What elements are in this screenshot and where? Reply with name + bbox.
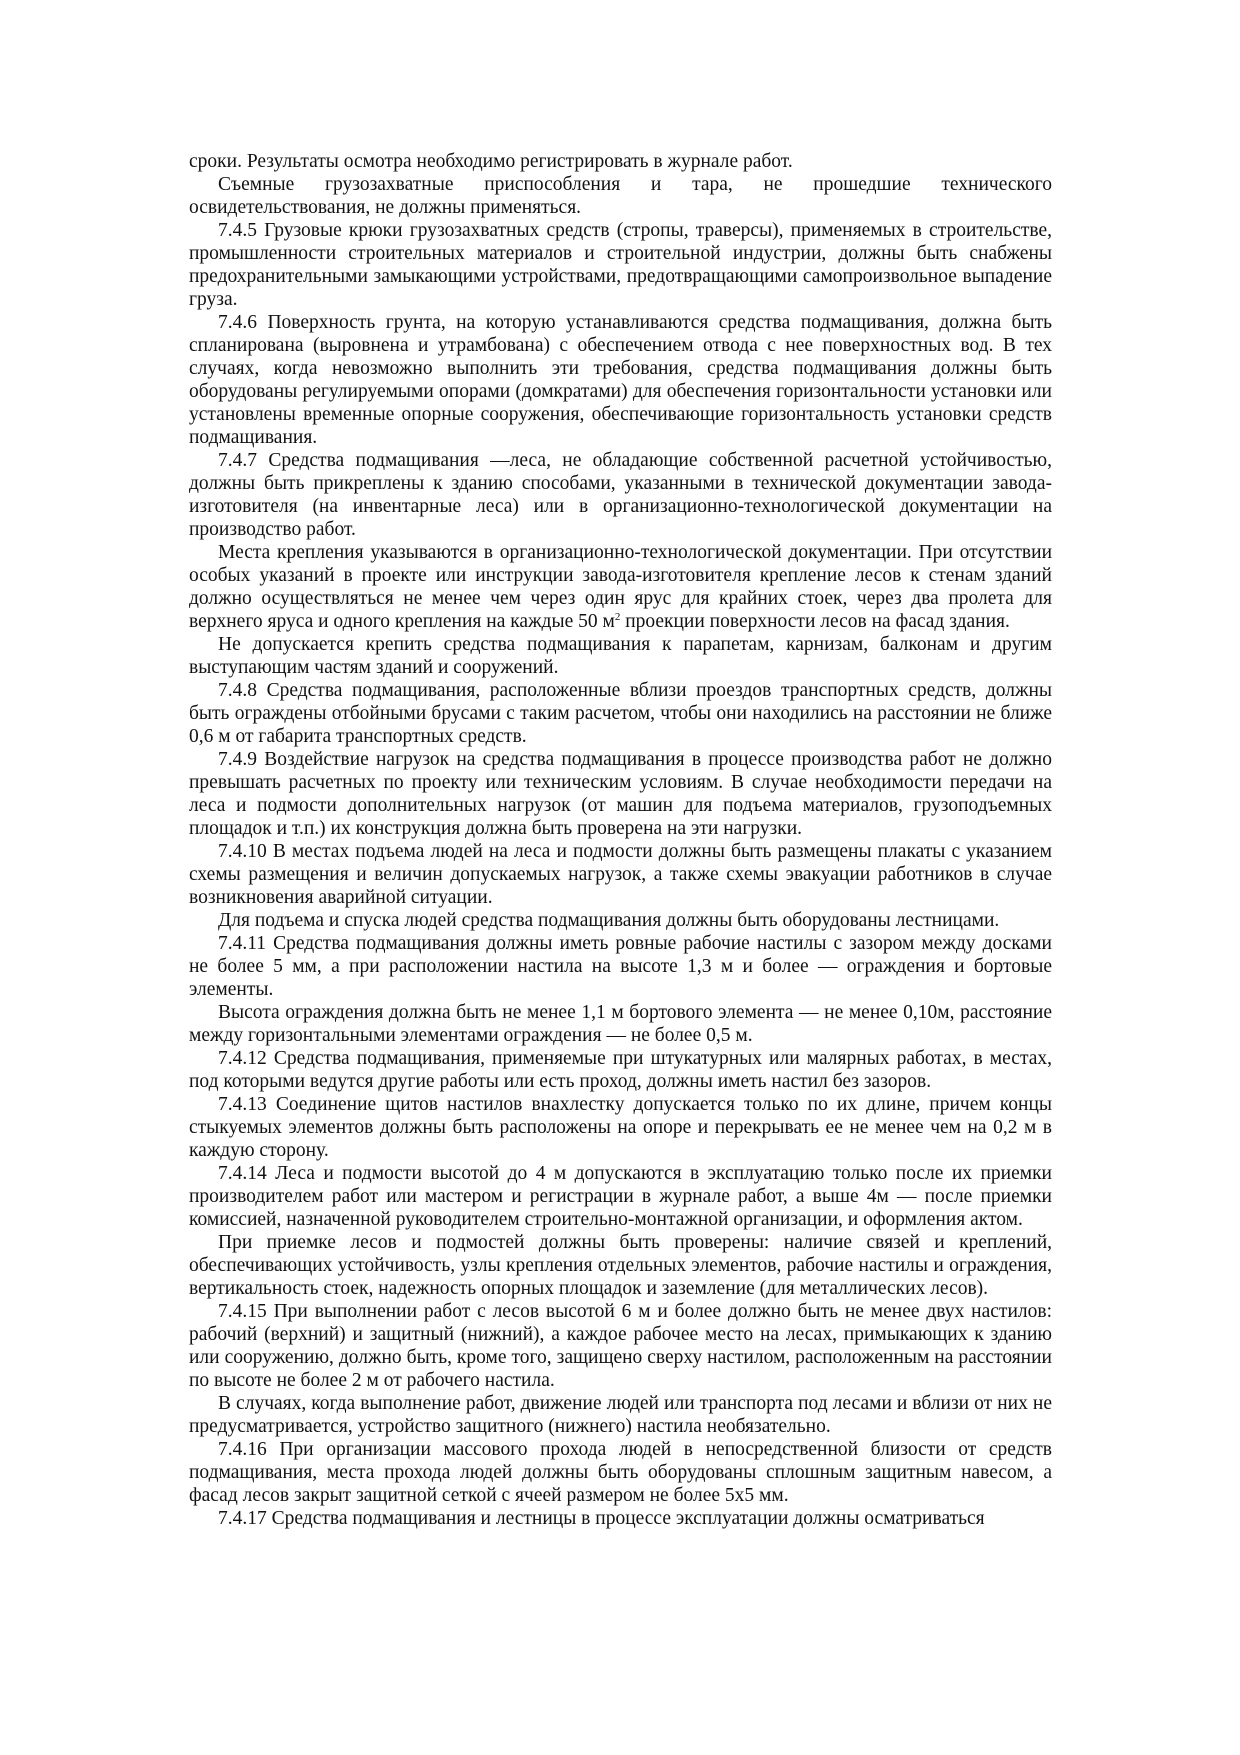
paragraph-7-4-10: 7.4.10 В местах подъема людей на леса и подмости должны быть размещены плакаты с указанием схемы размещения и величин допускаемых нагрузок, а также схемы эвакуации работников в случае возникновения аварийной ситуации. [189,841,1052,908]
paragraph-lifting-devices: Съемные грузозахватные приспособления и тара, не прошедшие технического освидетельствования, не должны применяться. [189,174,1052,218]
paragraph-protective-deck-optional: В случаях, когда выполнение работ, движение людей или транспорта под лесами и вблизи от них не предусматривается, устройство защитного (нижнего) настила необязательно. [189,1393,1052,1437]
paragraph-7-4-5: 7.4.5 Грузовые крюки грузозахватных средств (стропы, траверсы), применяемых в строительстве, промышленности строительных материалов и строительной индустрии, должны быть снабжены предохранительными замыкающими устройствами, предотвращающими самопроизвольное выпадение груза. [189,220,1052,310]
paragraph-7-4-14: 7.4.14 Леса и подмости высотой до 4 м допускаются в эксплуатацию только после их приемки производителем работ или мастером и регистрации в журнале работ, а выше 4м — после приемки комиссией, назначенной руководителем строительно-монтажной организации, и оформления актом. [189,1163,1052,1230]
paragraph-7-4-15: 7.4.15 При выполнении работ с лесов высотой 6 м и более должно быть не менее двух настилов: рабочий (верхний) и защитный (нижний), а каждое рабочее место на лесах, примыкающих к зданию или сооружению, должно быть, кроме того, защищено сверху настилом, расположенным на расстоянии по высоте не более 2 м от рабочего настила. [189,1301,1052,1391]
paragraph-7-4-7: 7.4.7 Средства подмащивания —леса, не обладающие собственной расчетной устойчивостью, должны быть прикреплены к зданию способами, указанными в технической документации завода-изготовителя (на инвентарные леса) или в организационно-технологической документации на производство работ. [189,450,1052,540]
paragraph-7-4-11: 7.4.11 Средства подмащивания должны иметь ровные рабочие настилы с зазором между досками не более 5 мм, а при расположении настила на высоте 1,3 м и более — ограждения и бортовые элементы. [189,933,1052,1000]
paragraph-acceptance-checks: При приемке лесов и подмостей должны быть проверены: наличие связей и креплений, обеспечивающих устойчивость, узлы крепления отдельных элементов, рабочие настилы и ограждения, вертикальность стоек, надежность опорных площадок и заземление (для металлических лесов). [189,1232,1052,1299]
paragraph-fence-height: Высота ограждения должна быть не менее 1,1 м бортового элемента — не менее 0,10м, расстояние между горизонтальными элементами ограждения — не более 0,5 м. [189,1002,1052,1046]
paragraph-7-4-8: 7.4.8 Средства подмащивания, расположенные вблизи проездов транспортных средств, должны быть ограждены отбойными брусами с таким расчетом, чтобы они находились на расстоянии не ближе 0,6 м от габарита транспортных средств. [189,680,1052,747]
fastening-text-before: Места крепления указываются в организационно-технологической документации. При отсутствии особых указаний в проекте или инструкции завода-изготовителя крепление лесов к стенам зданий должно осуществляться не менее чем через один ярус для крайних стоек, через два пролета для верхнего яруса и одного крепления на каждые 50 м [189,542,1052,632]
superscript-two: 2 [614,611,621,623]
paragraph-ladders: Для подъема и спуска людей средства подмащивания должны быть оборудованы лестницами. [218,910,1000,931]
paragraph-7-4-17: 7.4.17 Средства подмащивания и лестницы в процессе эксплуатации должны осматриваться [218,1508,985,1529]
paragraph-fastening-places [189,541,1052,633]
paragraph-7-4-9: 7.4.9 Воздействие нагрузок на средства подмащивания в процессе производства работ не должно превышать расчетных по проекту или техническим условиям. В случае необходимости передачи на леса и подмости дополнительных нагрузок (от машин для подъема материалов, грузоподъемных площадок и т.п.) их конструкция должна быть проверена на эти нагрузки. [189,749,1052,839]
document-page [189,150,1052,1530]
paragraph-no-parapet-fastening: Не допускается крепить средства подмащивания к парапетам, карнизам, балконам и другим выступающим частям зданий и сооружений. [189,634,1052,678]
fastening-text-after: проекции поверхности лесов на фасад здания. [620,611,1010,632]
paragraph-inspection-records: сроки. Результаты осмотра необходимо регистрировать в журнале работ. [189,151,793,172]
paragraph-7-4-16: 7.4.16 При организации массового прохода людей в непосредственной близости от средств подмащивания, места прохода людей должны быть оборудованы сплошным защитным навесом, а фасад лесов закрыт защитной сеткой с ячеей размером не более 5х5 мм. [189,1439,1052,1506]
paragraph-7-4-12: 7.4.12 Средства подмащивания, применяемые при штукатурных или малярных работах, в местах, под которыми ведутся другие работы или есть проход, должны иметь настил без зазоров. [189,1048,1052,1092]
paragraph-7-4-6: 7.4.6 Поверхность грунта, на которую устанавливаются средства подмащивания, должна быть спланирована (выровнена и утрамбована) с обеспечением отвода с нее поверхностных вод. В тех случаях, когда невозможно выполнить эти требования, средства подмащивания должны быть оборудованы регулируемыми опорами (домкратами) для обеспечения горизонтальности установки или установлены временные опорные сооружения, обеспечивающие горизонтальность установки средств подмащивания. [189,312,1052,448]
paragraph-7-4-13: 7.4.13 Соединение щитов настилов внахлестку допускается только по их длине, причем концы стыкуемых элементов должны быть расположены на опоре и перекрывать ее не менее чем на 0,2 м в каждую сторону. [189,1094,1052,1161]
